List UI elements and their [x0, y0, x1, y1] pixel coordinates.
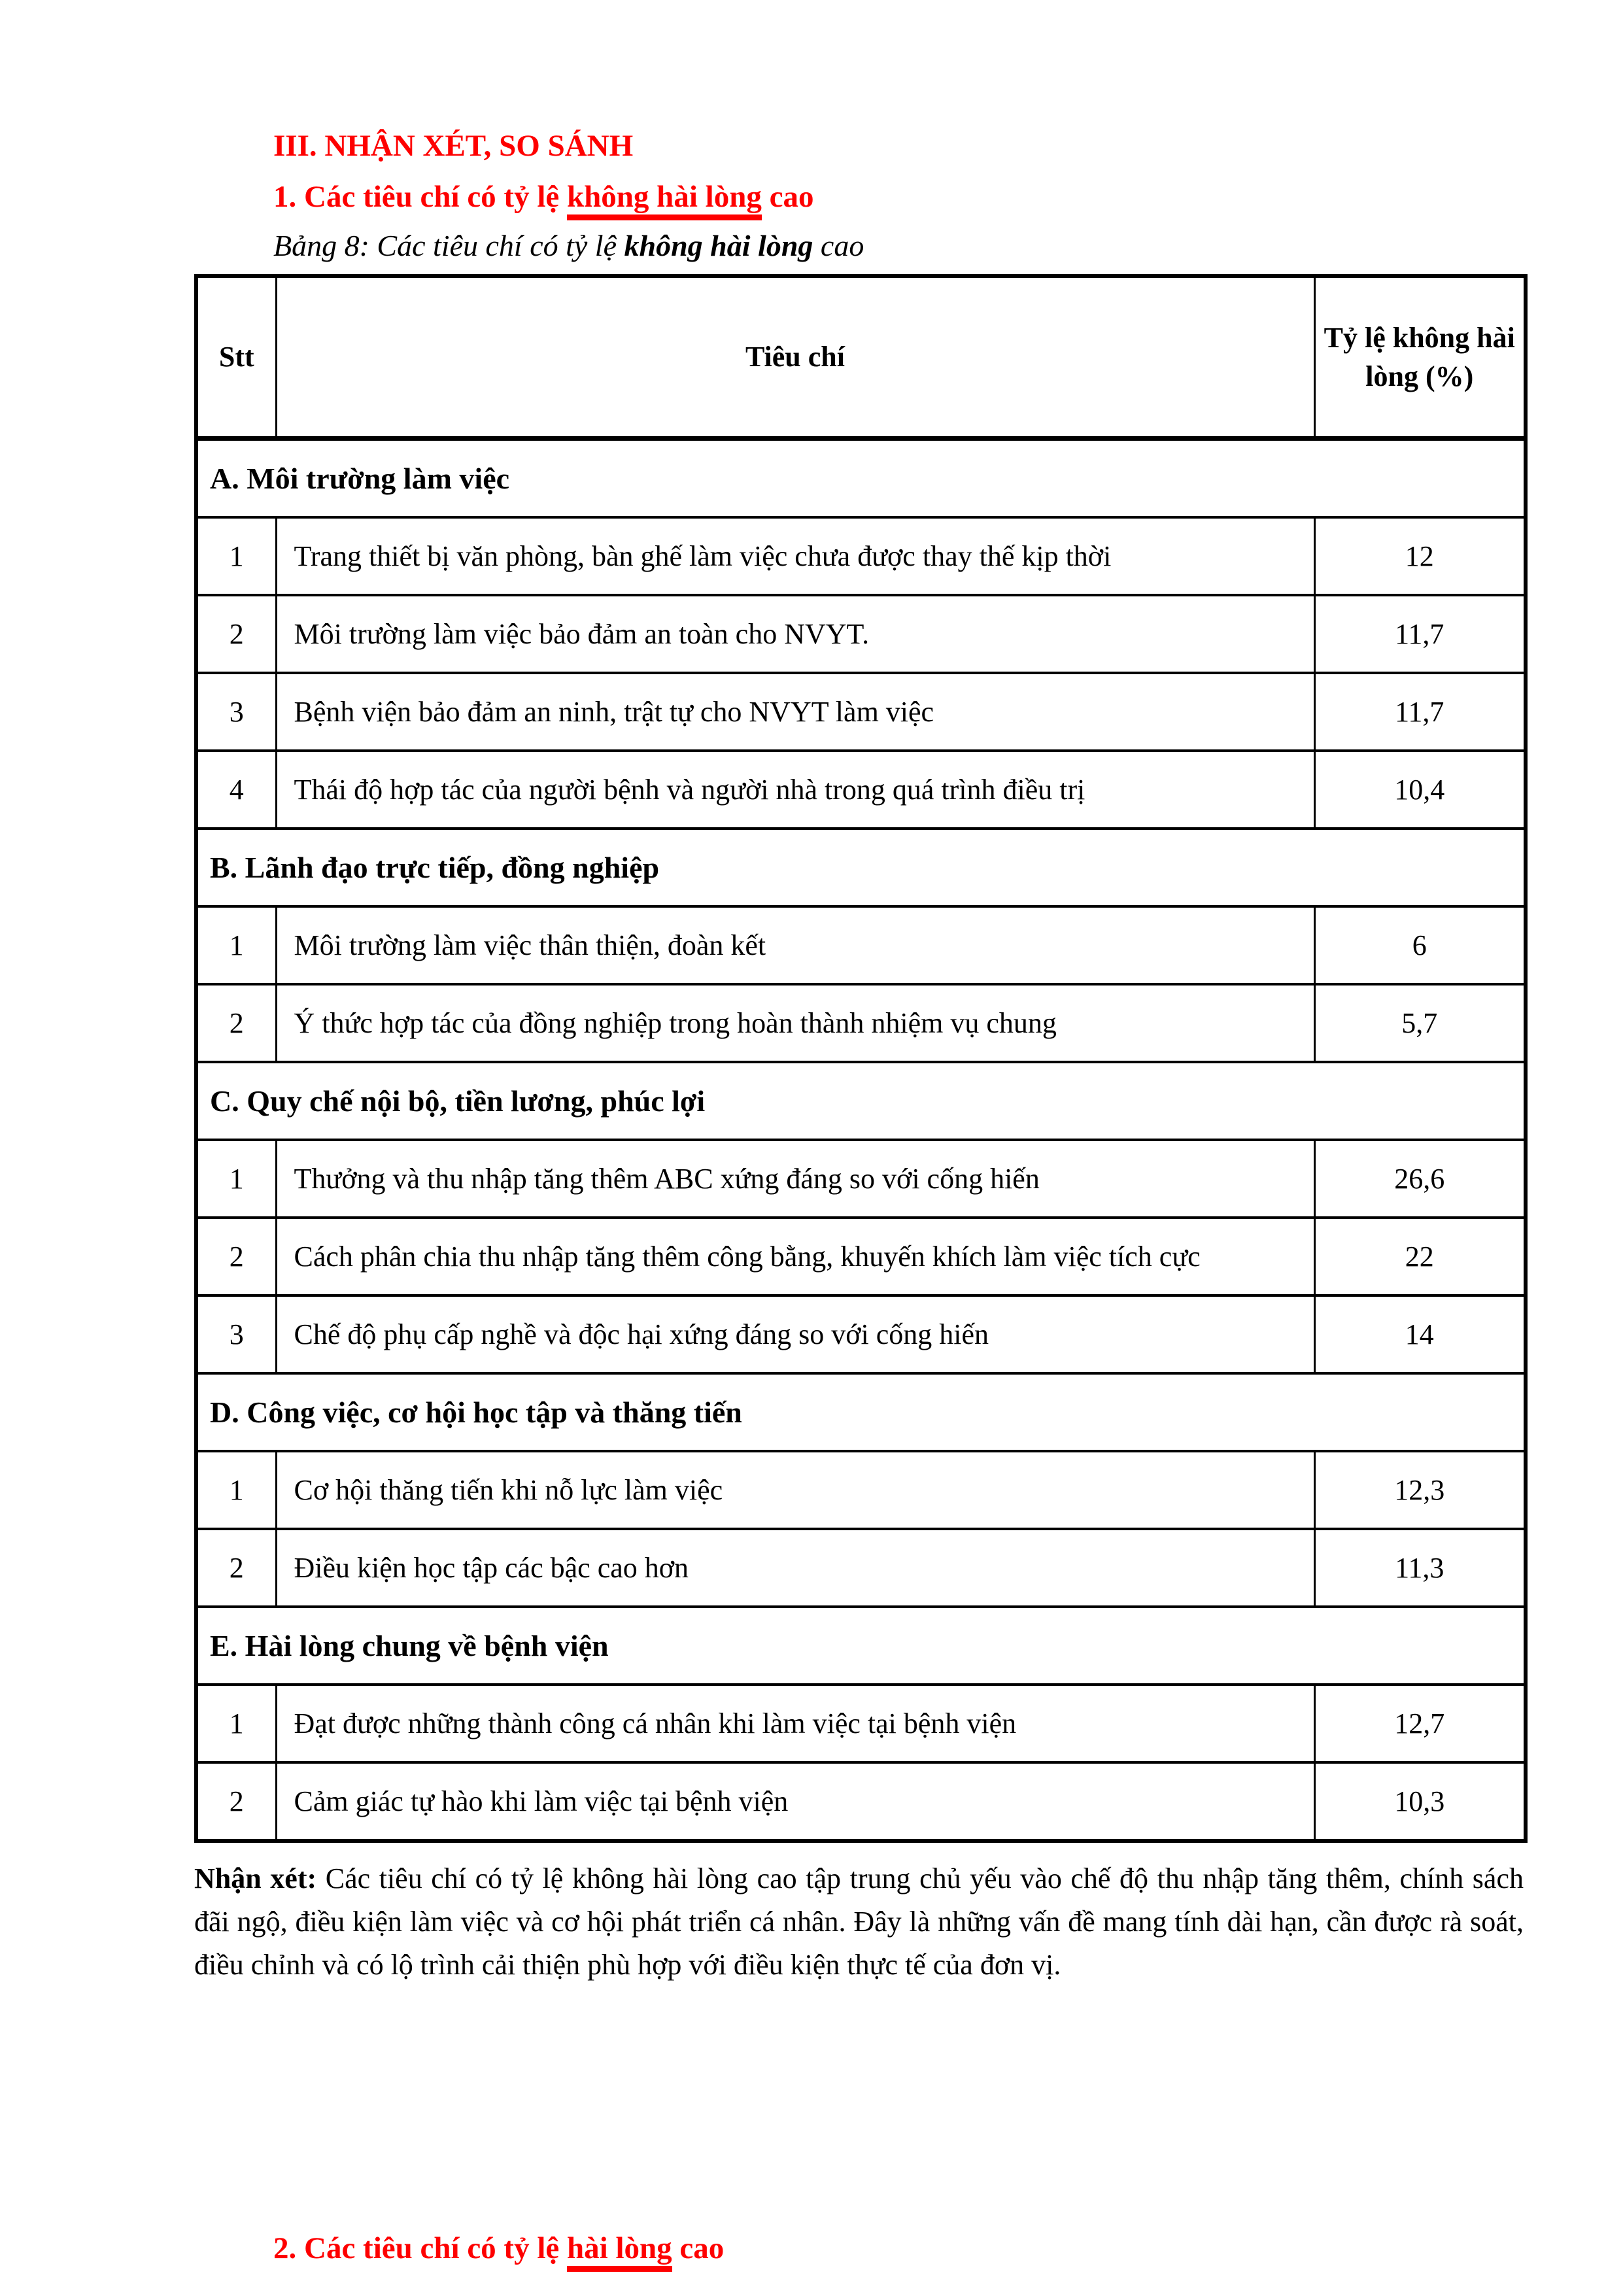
cell-stt: 2	[196, 984, 276, 1062]
cell-stt: 1	[196, 517, 276, 595]
section-label: D. Công việc, cơ hội học tập và thăng tiến	[196, 1373, 1526, 1451]
section-2-prefix: 2. Các tiêu chí có tỷ lệ	[273, 2231, 568, 2265]
section-row-e	[196, 1607, 1526, 1685]
section-row-d	[196, 1373, 1526, 1451]
cell-rate: 14	[1314, 1295, 1526, 1373]
note-label: Nhận xét:	[194, 1862, 317, 1894]
cell-rate: 11,7	[1314, 673, 1526, 751]
caption-prefix: Bảng 8: Các tiêu chí có tỷ lệ	[273, 228, 624, 262]
cell-rate: 6	[1314, 906, 1526, 984]
table-row	[196, 1218, 1526, 1295]
cell-stt: 3	[196, 673, 276, 751]
cell-rate: 10,4	[1314, 751, 1526, 829]
section-label: E. Hài lòng chung về bệnh viện	[196, 1607, 1526, 1685]
section-2-heading	[273, 2230, 1623, 2267]
cell-criteria: Cảm giác tự hào khi làm việc tại bệnh viện	[276, 1762, 1314, 1841]
section-label: A. Môi trường làm việc	[196, 438, 1526, 517]
section-1-suffix: cao	[761, 180, 814, 214]
cell-criteria: Cách phân chia thu nhập tăng thêm công bằng, khuyến khích làm việc tích cực	[276, 1218, 1314, 1295]
section-1-prefix: 1. Các tiêu chí có tỷ lệ	[273, 180, 568, 214]
cell-criteria: Bệnh viện bảo đảm an ninh, trật tự cho NVYT làm việc	[276, 673, 1314, 751]
table-row	[196, 984, 1526, 1062]
section-row-b	[196, 829, 1526, 906]
cell-stt: 1	[196, 1451, 276, 1529]
cell-stt: 4	[196, 751, 276, 829]
cell-criteria: Chế độ phụ cấp nghề và độc hại xứng đáng so với cống hiến	[276, 1295, 1314, 1373]
cell-rate: 11,3	[1314, 1529, 1526, 1607]
table-row	[196, 1762, 1526, 1841]
section-row-a	[196, 438, 1526, 517]
table-row	[196, 595, 1526, 673]
cell-criteria: Điều kiện học tập các bậc cao hơn	[276, 1529, 1314, 1607]
cell-criteria: Môi trường làm việc thân thiện, đoàn kết	[276, 906, 1314, 984]
table-row	[196, 1140, 1526, 1218]
table-header-row	[196, 276, 1526, 439]
table-row	[196, 673, 1526, 751]
col-header-criteria: Tiêu chí	[276, 276, 1314, 439]
cell-stt: 1	[196, 1140, 276, 1218]
page-title-text: III. NHẬN XÉT, SO SÁNH	[273, 129, 634, 163]
cell-criteria: Trang thiết bị văn phòng, bàn ghế làm việc chưa được thay thế kịp thời	[276, 517, 1314, 595]
cell-stt: 2	[196, 1529, 276, 1607]
table-row	[196, 1451, 1526, 1529]
cell-stt: 2	[196, 595, 276, 673]
cell-criteria: Môi trường làm việc bảo đảm an toàn cho NVYT.	[276, 595, 1314, 673]
table-row	[196, 1295, 1526, 1373]
caption-bold-phrase: không hài lòng	[624, 228, 813, 262]
section-2-suffix: cao	[672, 2231, 725, 2265]
table-row	[196, 906, 1526, 984]
cell-criteria: Ý thức hợp tác của đồng nghiệp trong hoàn thành nhiệm vụ chung	[276, 984, 1314, 1062]
page-title	[273, 128, 1623, 164]
table-row	[196, 751, 1526, 829]
table-row	[196, 517, 1526, 595]
table-caption	[273, 228, 1623, 264]
criteria-table	[194, 274, 1528, 1843]
cell-rate: 11,7	[1314, 595, 1526, 673]
cell-criteria: Thưởng và thu nhập tăng thêm ABC xứng đáng so với cống hiến	[276, 1140, 1314, 1218]
cell-criteria: Cơ hội thăng tiến khi nỗ lực làm việc	[276, 1451, 1314, 1529]
section-label: B. Lãnh đạo trực tiếp, đồng nghiệp	[196, 829, 1526, 906]
cell-rate: 5,7	[1314, 984, 1526, 1062]
caption-suffix: cao	[813, 228, 864, 262]
section-2-underlined-phrase: hài lòng	[567, 2231, 672, 2272]
section-label: C. Quy chế nội bộ, tiền lương, phúc lợi	[196, 1062, 1526, 1140]
note-paragraph	[194, 1857, 1524, 1987]
col-header-rate: Tỷ lệ không hài lòng (%)	[1314, 276, 1526, 439]
section-1-underlined-phrase: không hài lòng	[567, 180, 762, 220]
cell-stt: 2	[196, 1762, 276, 1841]
table-row	[196, 1529, 1526, 1607]
cell-rate: 12	[1314, 517, 1526, 595]
cell-rate: 12,7	[1314, 1685, 1526, 1762]
cell-criteria: Đạt được những thành công cá nhân khi làm việc tại bệnh viện	[276, 1685, 1314, 1762]
col-header-stt: Stt	[196, 276, 276, 439]
table-row	[196, 1685, 1526, 1762]
section-row-c	[196, 1062, 1526, 1140]
cell-stt: 2	[196, 1218, 276, 1295]
cell-stt: 3	[196, 1295, 276, 1373]
note-text: Các tiêu chí có tỷ lệ không hài lòng cao tập trung chủ yếu vào chế độ thu nhập tăng thêm, chính sách đãi ngộ, điều kiện làm việc và cơ hội phát triển cá nhân. Đây là những vấn đề mang tính dài hạn, cần được rà soát, điều chỉnh và có lộ trình cải thiện phù hợp với điều kiện thực tế của đơn vị.	[194, 1862, 1524, 1981]
cell-stt: 1	[196, 906, 276, 984]
cell-criteria: Thái độ hợp tác của người bệnh và người nhà trong quá trình điều trị	[276, 751, 1314, 829]
cell-stt: 1	[196, 1685, 276, 1762]
cell-rate: 26,6	[1314, 1140, 1526, 1218]
cell-rate: 10,3	[1314, 1762, 1526, 1841]
section-1-heading	[273, 179, 1623, 215]
cell-rate: 12,3	[1314, 1451, 1526, 1529]
cell-rate: 22	[1314, 1218, 1526, 1295]
